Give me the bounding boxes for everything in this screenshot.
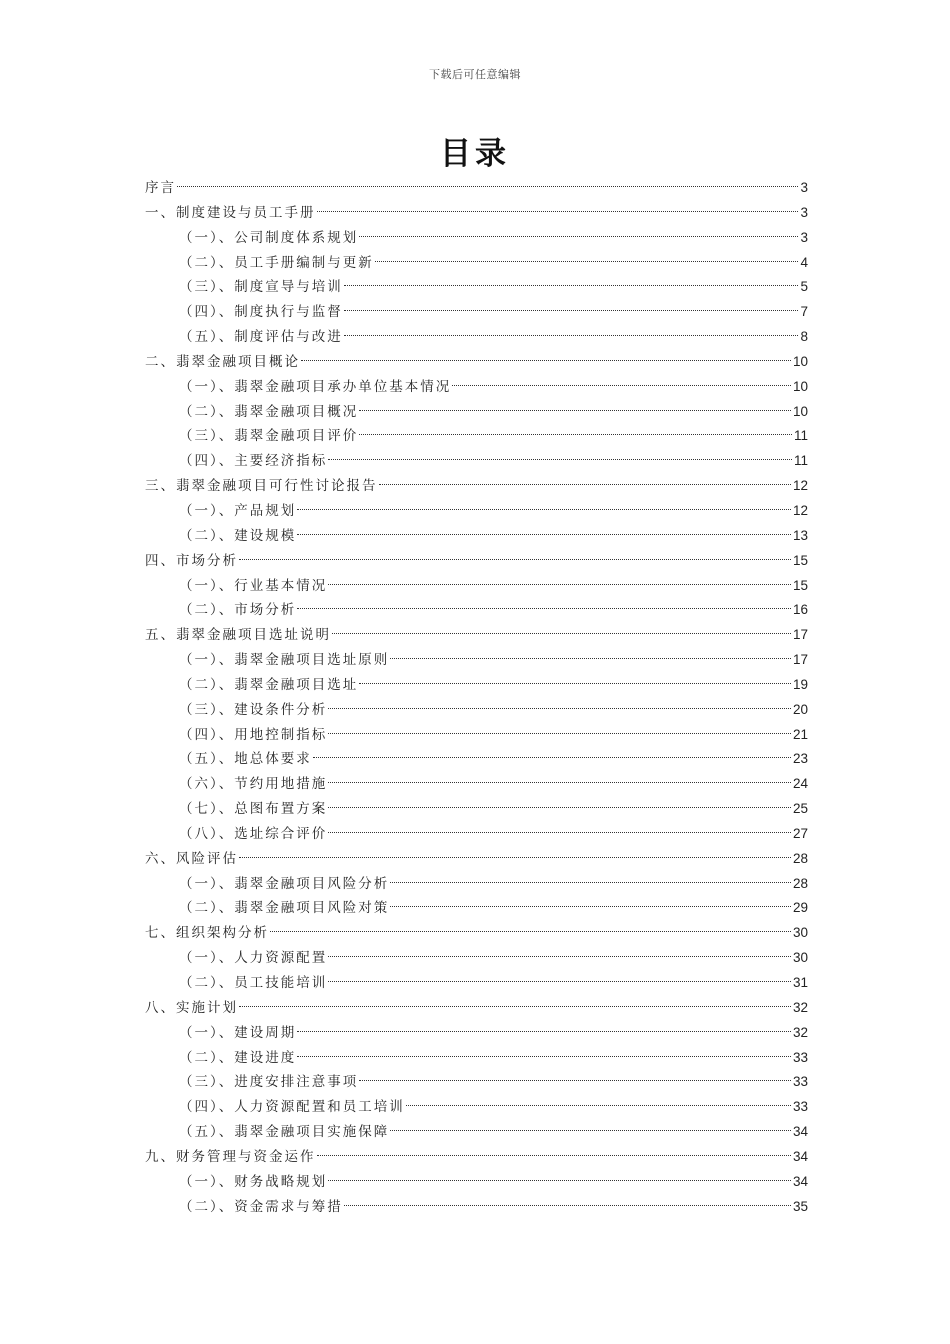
toc-page-number: 33 [792,1099,808,1115]
toc-entry-label: 三、翡翠金融项目可行性讨论报告 [145,478,378,495]
toc-entry-label: （一）、翡翠金融项目承办单位基本情况 [179,378,452,395]
toc-dot-leader [317,1155,791,1156]
toc-page-number: 5 [800,279,808,295]
toc-entry[interactable] [145,1120,808,1145]
toc-entry[interactable] [145,251,808,276]
toc-entry-label: （一）、翡翠金融项目选址原则 [179,652,390,669]
toc-entry-label: （五）、翡翠金融项目实施保障 [179,1124,390,1141]
toc-entry[interactable] [145,1046,808,1071]
toc-page-number: 29 [792,900,808,916]
toc-entry[interactable] [145,400,808,425]
toc-entry-label: （二）、翡翠金融项目选址 [179,676,359,693]
toc-page-number: 17 [792,652,808,668]
toc-entry[interactable] [145,1170,808,1195]
toc-dot-leader [317,211,799,212]
toc-dot-leader [359,236,798,237]
toc-entry-label: （二）、建设进度 [179,1049,297,1066]
toc-dot-leader [390,906,791,907]
toc-entry-label: （三）、建设条件分析 [179,701,328,718]
toc-dot-leader [297,509,791,510]
toc-entry[interactable] [145,325,808,350]
toc-page-number: 3 [800,180,808,195]
toc-dot-leader [328,832,791,833]
toc-dot-leader [359,683,791,684]
toc-entry[interactable] [145,350,808,375]
toc-entry[interactable] [145,375,808,400]
toc-dot-leader [328,956,791,957]
toc-entry[interactable] [145,275,808,300]
toc-page-number: 20 [792,701,808,717]
toc-entry-label: 序言 [145,180,176,196]
toc-entry-label: （一）、行业基本情况 [179,577,328,594]
toc-dot-leader [328,1180,791,1181]
toc-page-number: 4 [800,254,808,270]
toc-page-number: 35 [792,1198,808,1214]
toc-entry[interactable] [145,449,808,474]
toc-dot-leader [328,708,791,709]
toc-dot-leader [359,410,791,411]
toc-dot-leader [313,757,791,758]
toc-dot-leader [177,186,798,187]
toc-entry[interactable] [145,921,808,946]
toc-dot-leader [301,360,791,361]
toc-page-number: 19 [792,676,808,692]
toc-entry-label: （二）、资金需求与筹措 [179,1198,343,1215]
toc-entry[interactable] [145,524,808,549]
toc-entry-label: （二）、员工手册编制与更新 [179,254,374,271]
toc-entry[interactable] [145,723,808,748]
toc-dot-leader [239,857,791,858]
toc-dot-leader [390,882,791,883]
toc-page-number: 13 [792,527,808,543]
toc-page-number: 12 [792,502,808,518]
toc-entry-label: （五）、制度评估与改进 [179,329,343,346]
toc-entry-label: 九、财务管理与资金运作 [145,1148,316,1165]
toc-page-number: 10 [792,403,808,419]
toc-entry[interactable] [145,1021,808,1046]
toc-dot-leader [379,484,791,485]
toc-dot-leader [344,335,799,336]
toc-entry-label: （五）、地总体要求 [179,751,312,768]
toc-entry[interactable] [145,201,808,226]
toc-entry[interactable] [145,747,808,772]
toc-dot-leader [270,931,791,932]
toc-entry[interactable] [145,1095,808,1120]
toc-entry-label: （一）、翡翠金融项目风险分析 [179,875,390,892]
toc-page-number: 30 [792,925,808,941]
toc-entry[interactable] [145,971,808,996]
toc-dot-leader [390,658,791,659]
toc-entry-label: 五、翡翠金融项目选址说明 [145,627,331,644]
toc-entry[interactable] [145,574,808,599]
toc-page-number: 34 [792,1148,808,1164]
toc-page-number: 25 [792,801,808,817]
toc-entry-label: （六）、节约用地措施 [179,776,328,793]
toc-entry-label: 八、实施计划 [145,999,238,1016]
toc-dot-leader [328,807,791,808]
toc-dot-leader [332,633,791,634]
toc-entry-label: （七）、总图布置方案 [179,801,328,818]
toc-entry-label: （二）、翡翠金融项目风险对策 [179,900,390,917]
toc-entry[interactable] [145,1070,808,1095]
toc-entry[interactable] [145,996,808,1021]
toc-page-number: 23 [792,751,808,767]
toc-page-number: 15 [792,552,808,568]
toc-entry-label: （八）、选址综合评价 [179,825,328,842]
toc-page-number: 32 [792,1024,808,1040]
toc-page-number: 15 [792,577,808,593]
toc-entry[interactable] [145,176,808,201]
toc-dot-leader [239,1006,791,1007]
toc-page-number: 30 [792,950,808,966]
toc-page-number: 12 [792,478,808,494]
toc-dot-leader [297,608,791,609]
toc-page-number: 28 [792,850,808,866]
toc-entry-label: 一、制度建设与员工手册 [145,204,316,221]
toc-entry[interactable] [145,300,808,325]
toc-page-number: 10 [792,353,808,369]
toc-dot-leader [328,459,792,460]
header-note: 下载后可任意编辑 [429,68,521,81]
toc-entry-label: （一）、人力资源配置 [179,950,328,967]
toc-entry-label: （一）、产品规划 [179,502,297,519]
toc-entry[interactable] [145,623,808,648]
toc-page-number: 3 [800,204,808,220]
toc-dot-leader [390,1130,791,1131]
toc-page-number: 17 [792,627,808,643]
toc-entry-label: 四、市场分析 [145,552,238,569]
toc-entry-label: （三）、翡翠金融项目评价 [179,428,359,445]
toc-dot-leader [406,1105,791,1106]
toc-page-number: 8 [800,329,808,345]
toc-entry[interactable] [145,698,808,723]
toc-page-number: 21 [792,726,808,742]
toc-entry[interactable] [145,499,808,524]
toc-page-number: 34 [792,1173,808,1189]
toc-entry[interactable] [145,648,808,673]
toc-dot-leader [452,385,791,386]
page-title: 目录 [440,136,510,172]
toc-entry[interactable] [145,946,808,971]
toc-page-number: 33 [792,1074,808,1090]
toc-entry-label: （二）、员工技能培训 [179,975,328,991]
toc-page-number: 11 [793,428,808,444]
toc-entry[interactable] [145,896,808,921]
toc-entry-label: （四）、制度执行与监督 [179,304,343,321]
toc-entry-label: 七、组织架构分析 [145,925,269,942]
toc-page-number: 32 [792,999,808,1015]
toc-dot-leader [239,559,791,560]
toc-page-number: 27 [792,825,808,841]
toc-entry[interactable] [145,673,808,698]
toc-entry-label: （二）、市场分析 [179,602,297,619]
toc-entry-label: （四）、用地控制指标 [179,726,328,743]
toc-dot-leader [297,1031,791,1032]
toc-list [145,176,808,1219]
toc-dot-leader [328,584,791,585]
toc-entry-label: 六、风险评估 [145,850,238,867]
toc-entry[interactable] [145,598,808,623]
toc-dot-leader [328,981,791,982]
toc-page-number: 3 [800,229,808,245]
toc-entry-label: （二）、建设规模 [179,527,297,544]
toc-entry-label: （三）、进度安排注意事项 [179,1074,359,1091]
toc-entry[interactable] [145,424,808,449]
toc-entry[interactable] [145,1145,808,1170]
toc-page-number: 31 [792,975,808,990]
toc-entry-label: （一）、财务战略规划 [179,1173,328,1190]
toc-entry-label: （三）、制度宣导与培训 [179,279,343,296]
toc-dot-leader [328,733,791,734]
toc-entry[interactable] [145,872,808,897]
toc-dot-leader [297,1056,791,1057]
toc-entry-label: （一）、建设周期 [179,1024,297,1041]
toc-page-number: 7 [800,304,808,320]
toc-page-number: 11 [793,453,808,469]
toc-entry[interactable] [145,822,808,847]
toc-entry-label: （四）、主要经济指标 [179,453,328,470]
toc-dot-leader [297,534,791,535]
toc-dot-leader [344,1205,791,1206]
toc-entry[interactable] [145,226,808,251]
toc-dot-leader [359,434,792,435]
toc-dot-leader [344,310,799,311]
toc-entry[interactable] [145,772,808,797]
toc-dot-leader [375,261,799,262]
toc-entry-label: （二）、翡翠金融项目概况 [179,403,359,420]
toc-entry-label: （一）、公司制度体系规划 [179,229,359,246]
toc-page-number: 16 [792,602,808,618]
toc-page-number: 24 [792,776,808,792]
toc-page-number: 33 [792,1049,808,1065]
toc-entry[interactable] [145,847,808,872]
toc-entry-label: 二、翡翠金融项目概论 [145,353,300,370]
toc-page-number: 28 [792,875,808,891]
toc-page-number: 34 [792,1124,808,1140]
toc-entry[interactable] [145,1195,808,1220]
toc-dot-leader [359,1080,791,1081]
toc-entry[interactable] [145,797,808,822]
toc-dot-leader [344,285,799,286]
toc-page-number: 10 [792,378,808,394]
toc-entry[interactable] [145,549,808,574]
toc-entry[interactable] [145,474,808,499]
toc-entry-label: （四）、人力资源配置和员工培训 [179,1099,405,1116]
toc-dot-leader [328,782,791,783]
